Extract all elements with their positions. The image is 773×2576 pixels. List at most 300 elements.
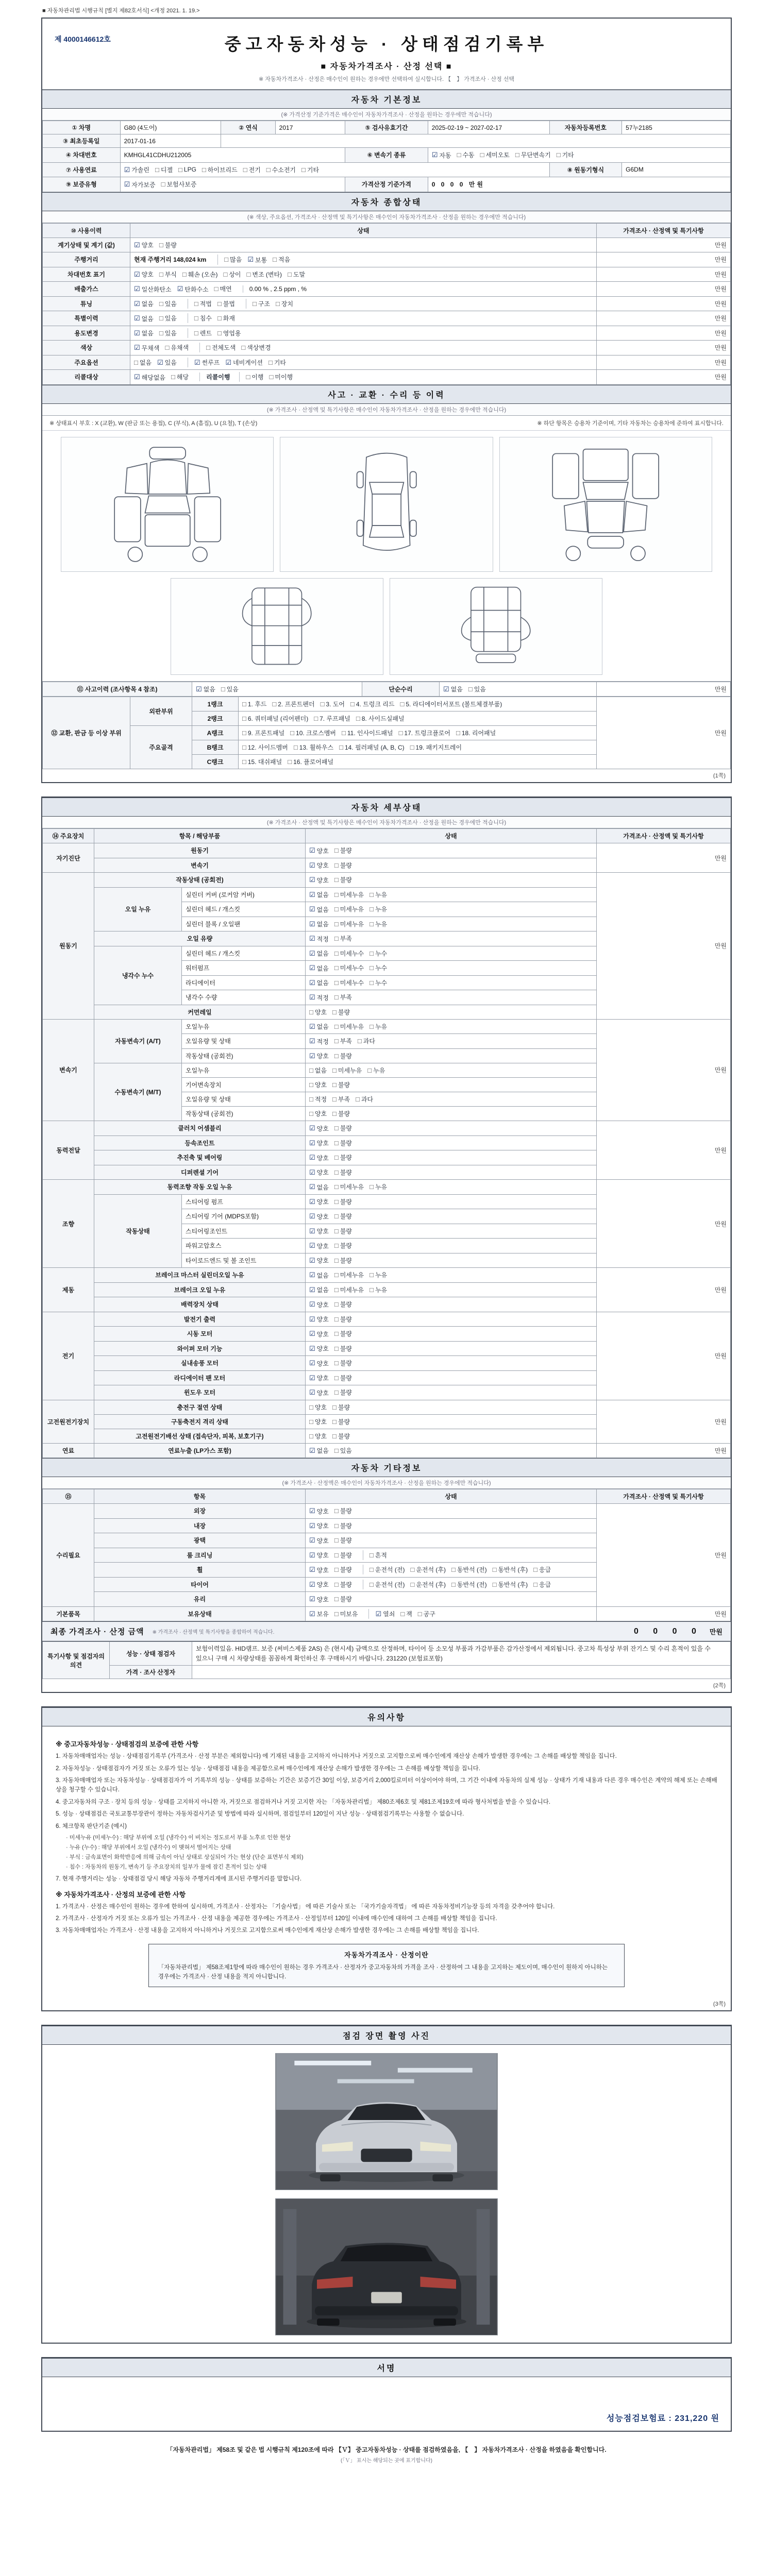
checkbox-unchecked[interactable]	[410, 743, 462, 752]
unchecked-checkbox-icon: □	[241, 344, 246, 352]
state-cell	[306, 1121, 597, 1136]
checkbox-checked[interactable]	[443, 685, 463, 693]
checkbox-unchecked[interactable]	[223, 270, 241, 279]
panel-rank-table	[42, 697, 731, 769]
checkbox-unchecked[interactable]	[533, 1580, 551, 1589]
checkbox-checked[interactable]	[309, 1521, 329, 1530]
checkbox-label: 누유	[375, 1272, 388, 1279]
checkbox-unchecked[interactable]	[457, 150, 475, 159]
checkbox-checked[interactable]	[309, 964, 329, 973]
state-part	[188, 299, 245, 309]
checkbox-checked[interactable]	[309, 1330, 329, 1338]
checkbox-checked[interactable]	[225, 358, 263, 367]
checkbox-unchecked[interactable]	[242, 757, 282, 766]
checkbox-checked[interactable]	[134, 329, 154, 337]
checkbox-label: 16. 플로어패널	[293, 758, 334, 766]
page-marker-3: (3쪽)	[713, 2001, 726, 2008]
checkbox-unchecked[interactable]	[334, 1300, 352, 1309]
checkbox-label: 누수	[375, 979, 388, 987]
checkbox-unchecked[interactable]	[194, 314, 212, 323]
checkbox-label: 도말	[293, 270, 306, 278]
checkbox-unchecked[interactable]	[334, 1388, 352, 1397]
checkbox-unchecked[interactable]	[451, 1580, 487, 1589]
checkbox-checked[interactable]	[309, 1242, 329, 1250]
checkbox-unchecked[interactable]	[309, 1080, 327, 1089]
checkbox-checked[interactable]	[309, 1052, 329, 1060]
unchecked-checkbox-icon: □	[309, 1008, 313, 1016]
checkbox-checked[interactable]	[309, 1285, 329, 1294]
unchecked-checkbox-icon: □	[334, 1344, 339, 1352]
inspection-valid-label: ⑤ 검사유효기간	[345, 121, 428, 134]
checkbox-unchecked[interactable]	[356, 1095, 373, 1104]
checkbox-checked[interactable]	[309, 876, 329, 885]
notice-subitem: · 침수 : 자동차의 원동기, 변속기 등 주요장치의 일부가 물에 잠긴 흔적이 있는 상태	[66, 1864, 267, 1871]
checkbox-unchecked[interactable]	[246, 372, 263, 381]
checkbox-unchecked[interactable]	[334, 920, 364, 928]
checkbox-checked[interactable]	[134, 285, 172, 294]
checkbox-unchecked[interactable]	[334, 1551, 352, 1560]
checkbox-unchecked[interactable]	[334, 1595, 352, 1603]
checkbox-unchecked[interactable]	[410, 1580, 446, 1589]
checkbox-unchecked[interactable]	[399, 728, 450, 737]
checkbox-label: 양호	[316, 1581, 329, 1588]
checkbox-label: 3. 도어	[326, 701, 345, 708]
overall-row	[43, 370, 731, 385]
notice-item: 3. 자동차매매업자 또는 자동차성능 · 상태점검자가 이 기록부의 성능 · 상태를 보증하는 기간은 보증기간 30일 이상, 보증거리 2,000킬로미터 이상이어야 하며, 그 기간 이내에 자동차의 실제 성능 · 상태가 기재 내용과 다른 경우 매수인은 계약의 해제 또는 손해배상을 청구할 수 있습니다.	[56, 1777, 717, 1793]
base-price-value: 0 0 0 0 만원	[428, 177, 730, 192]
checked-checkbox-icon: ☑	[177, 285, 183, 293]
checkbox-checked[interactable]	[309, 1344, 329, 1353]
vin-label: ④ 차대번호	[43, 148, 121, 163]
checkbox-unchecked[interactable]	[309, 1008, 327, 1016]
checkbox-unchecked[interactable]	[369, 949, 387, 958]
checkbox-unchecked[interactable]	[369, 1182, 387, 1191]
unchecked-checkbox-icon: □	[165, 344, 170, 351]
device-group-label: 고전원전기장치	[43, 1400, 94, 1443]
basic-row-4	[43, 162, 731, 177]
checkbox-unchecked[interactable]	[332, 1080, 350, 1089]
car-diagram-front-panels	[61, 437, 274, 572]
checkbox-unchecked[interactable]	[334, 890, 364, 899]
notice-body	[42, 1726, 731, 1997]
checkbox-unchecked[interactable]	[206, 343, 236, 352]
checkbox-unchecked[interactable]	[334, 861, 352, 870]
checked-checkbox-icon: ☑	[309, 876, 315, 884]
checkbox-unchecked[interactable]	[270, 372, 293, 381]
checkbox-label: 많음	[230, 256, 242, 263]
checkbox-checked[interactable]	[124, 165, 149, 174]
checkbox-unchecked[interactable]	[155, 165, 173, 174]
checkbox-unchecked[interactable]	[334, 1139, 352, 1147]
state-cell	[306, 1078, 597, 1092]
checkbox-unchecked[interactable]	[367, 1066, 385, 1075]
checkbox-checked[interactable]	[309, 1595, 329, 1604]
part-label: 오일유량 및 상태	[182, 1092, 306, 1107]
checkbox-unchecked[interactable]	[243, 165, 261, 174]
checkbox-unchecked[interactable]	[557, 150, 574, 159]
unchecked-checkbox-icon: □	[369, 1580, 374, 1588]
checkbox-unchecked[interactable]	[451, 1565, 487, 1574]
checkbox-checked[interactable]	[134, 241, 154, 249]
checkbox-unchecked[interactable]	[369, 1551, 387, 1560]
checkbox-checked[interactable]	[309, 846, 329, 855]
detail-state-table	[42, 828, 731, 1458]
checkbox-unchecked[interactable]	[171, 372, 189, 381]
checkbox-unchecked[interactable]	[334, 1580, 352, 1589]
checkbox-unchecked[interactable]	[288, 757, 333, 766]
checkbox-unchecked[interactable]	[242, 728, 284, 737]
checkbox-unchecked[interactable]	[268, 358, 286, 367]
checkbox-unchecked[interactable]	[334, 1052, 352, 1060]
checked-checkbox-icon: ☑	[309, 1536, 315, 1544]
state-part	[134, 343, 198, 353]
checkbox-unchecked[interactable]	[321, 700, 345, 708]
checkbox-checked[interactable]	[309, 1566, 329, 1574]
checkbox-unchecked[interactable]	[309, 1417, 327, 1426]
checkbox-unchecked[interactable]	[369, 1270, 387, 1279]
checkbox-unchecked[interactable]	[332, 1403, 350, 1412]
checkbox-checked[interactable]	[309, 920, 329, 928]
checkbox-unchecked[interactable]	[334, 1565, 352, 1574]
checkbox-checked[interactable]	[309, 935, 329, 943]
checkbox-checked[interactable]	[432, 151, 451, 160]
checkbox-unchecked[interactable]	[334, 1359, 352, 1367]
basic-row-1	[43, 121, 731, 134]
checkbox-unchecked[interactable]	[334, 1153, 352, 1162]
checkbox-unchecked[interactable]	[456, 728, 496, 737]
signature-body	[42, 2377, 731, 2431]
state-cell	[306, 1577, 597, 1592]
checkbox-checked[interactable]	[309, 1551, 329, 1560]
checkbox-checked[interactable]	[309, 1388, 329, 1397]
checkbox-unchecked[interactable]	[266, 165, 296, 174]
checkbox-unchecked[interactable]	[194, 299, 212, 308]
checkbox-checked[interactable]	[157, 358, 177, 367]
item-label: 작동상태 (공회전)	[94, 873, 306, 888]
checkbox-unchecked[interactable]	[217, 314, 235, 323]
checkbox-unchecked[interactable]	[369, 978, 387, 987]
checkbox-unchecked[interactable]	[334, 1521, 352, 1530]
checkbox-checked[interactable]	[309, 905, 329, 914]
part-label: 실린더 헤드 / 개스킷	[182, 902, 306, 917]
checkbox-unchecked[interactable]	[159, 241, 177, 249]
unchecked-checkbox-icon: □	[334, 1271, 339, 1279]
state-part	[134, 284, 242, 294]
checkbox-unchecked[interactable]	[242, 743, 288, 752]
detail-row	[43, 1268, 731, 1283]
opinion-row-performance	[43, 1642, 731, 1666]
checkbox-unchecked[interactable]	[242, 700, 266, 708]
checkbox-checked[interactable]	[134, 299, 154, 308]
checkbox-unchecked[interactable]	[350, 700, 395, 708]
checkbox-unchecked[interactable]	[309, 1403, 327, 1412]
checkbox-unchecked[interactable]	[334, 1022, 364, 1031]
checkbox-unchecked[interactable]	[334, 1506, 352, 1515]
checkbox-label: 구조	[258, 300, 271, 308]
checkbox-checked[interactable]	[134, 344, 159, 352]
checkbox-unchecked[interactable]	[224, 255, 242, 264]
checkbox-checked[interactable]	[309, 1256, 329, 1265]
checkbox-unchecked[interactable]	[334, 1241, 352, 1250]
use-history-label: 주요옵션	[43, 355, 130, 370]
checkbox-unchecked[interactable]	[159, 329, 177, 337]
checkbox-unchecked[interactable]	[202, 165, 238, 174]
checkbox-label: 불량	[340, 1242, 352, 1249]
state-cell	[306, 843, 597, 858]
checkbox-unchecked[interactable]	[339, 743, 405, 752]
section-title-overall-state: 자동차 종합상태	[42, 192, 731, 211]
checkbox-label: 양호	[316, 1242, 329, 1250]
checkbox-unchecked[interactable]	[369, 920, 387, 928]
checkbox-unchecked[interactable]	[334, 846, 352, 855]
checkbox-unchecked[interactable]	[314, 714, 350, 723]
checkbox-unchecked[interactable]	[309, 1432, 327, 1440]
checkbox-checked[interactable]	[375, 1609, 395, 1618]
checkbox-checked[interactable]	[134, 314, 154, 323]
checkbox-label: 없음	[141, 300, 154, 308]
part-label: 스티어링 펌프	[182, 1194, 306, 1209]
checkbox-unchecked[interactable]	[221, 685, 239, 693]
checkbox-unchecked[interactable]	[358, 1037, 375, 1045]
checkbox-unchecked[interactable]	[334, 1168, 352, 1177]
checked-checkbox-icon: ☑	[309, 1285, 315, 1294]
checkbox-unchecked[interactable]	[334, 1344, 352, 1353]
checkbox-unchecked[interactable]	[334, 905, 364, 913]
checkbox-checked[interactable]	[309, 1168, 329, 1177]
checkbox-unchecked[interactable]	[165, 343, 189, 352]
device-group-label: 연료	[43, 1443, 94, 1458]
checkbox-unchecked[interactable]	[332, 1432, 350, 1440]
unchecked-checkbox-icon: □	[334, 1446, 339, 1454]
checkbox-unchecked[interactable]	[334, 1315, 352, 1324]
checkbox-unchecked[interactable]	[369, 963, 387, 972]
checkbox-label: 동반석 (후)	[498, 1566, 528, 1574]
checkbox-checked[interactable]	[309, 1507, 329, 1516]
state-cell	[306, 1518, 597, 1533]
checkbox-checked[interactable]	[309, 1374, 329, 1382]
checkbox-unchecked[interactable]	[369, 890, 387, 899]
checkbox-unchecked[interactable]	[334, 1609, 358, 1618]
checkbox-checked[interactable]	[247, 256, 267, 264]
checkbox-checked[interactable]	[309, 1446, 329, 1455]
checkbox-unchecked[interactable]	[332, 1095, 350, 1104]
notice-subitem: · 미세누유 (미세누수) : 해당 부위에 오일 (냉각수) 이 비치는 정도로서 부품 노후로 인한 현상	[66, 1834, 291, 1841]
checkbox-checked[interactable]	[134, 270, 154, 279]
checkbox-unchecked[interactable]	[334, 1037, 352, 1045]
checkbox-unchecked[interactable]	[217, 299, 235, 308]
checkbox-unchecked[interactable]	[182, 270, 218, 279]
checkbox-checked[interactable]	[177, 285, 209, 294]
checkbox-label: 누유	[373, 1067, 385, 1074]
checkbox-unchecked[interactable]	[334, 1374, 352, 1382]
checkbox-unchecked[interactable]	[468, 685, 486, 693]
checkbox-unchecked[interactable]	[369, 1285, 387, 1294]
checkbox-unchecked[interactable]	[194, 329, 212, 337]
checkbox-unchecked[interactable]	[309, 1109, 327, 1118]
checkbox-label: 양호	[314, 1418, 327, 1426]
checkbox-checked[interactable]	[309, 1183, 329, 1192]
checkbox-checked[interactable]	[309, 1139, 329, 1147]
checkbox-unchecked[interactable]	[369, 1580, 405, 1589]
checkbox-unchecked[interactable]	[273, 255, 290, 264]
checkbox-label: 미세누유	[340, 1183, 364, 1191]
checkbox-checked[interactable]	[309, 1609, 329, 1618]
checkbox-unchecked[interactable]	[410, 1565, 446, 1574]
checkbox-unchecked[interactable]	[242, 714, 308, 723]
unchecked-checkbox-icon: □	[272, 700, 277, 708]
checkbox-unchecked[interactable]	[334, 1446, 352, 1455]
checkbox-label: 10. 크로스멤버	[296, 730, 337, 737]
checkbox-unchecked[interactable]	[369, 905, 387, 913]
part-label: 파워고압호스	[182, 1239, 306, 1253]
checkbox-checked[interactable]	[309, 949, 329, 958]
section-note-etc-info: (※ 가격조사 · 산정액은 매수인이 자동차가격조사 · 산정을 원하는 경우에만 적습니다)	[42, 1477, 731, 1489]
checkbox-unchecked[interactable]	[161, 180, 197, 189]
checkbox-checked[interactable]	[124, 180, 156, 189]
checkbox-checked[interactable]	[309, 993, 329, 1002]
checkbox-unchecked[interactable]	[334, 934, 352, 943]
part-label: 실린더 커버 (로커암 커버)	[182, 887, 306, 902]
unchecked-checkbox-icon: □	[242, 729, 246, 737]
checkbox-unchecked[interactable]	[159, 299, 177, 308]
checkbox-checked[interactable]	[309, 1580, 329, 1589]
checkbox-label: 불량	[340, 1213, 352, 1220]
checkbox-unchecked[interactable]	[515, 150, 551, 159]
checkbox-unchecked[interactable]	[334, 1536, 352, 1545]
checkbox-unchecked[interactable]	[334, 1182, 364, 1191]
checkbox-unchecked[interactable]	[493, 1580, 528, 1589]
checkbox-unchecked[interactable]	[272, 700, 314, 708]
checkbox-unchecked[interactable]	[334, 1270, 364, 1279]
checkbox-checked[interactable]	[309, 890, 329, 899]
checkbox-unchecked[interactable]	[276, 299, 293, 308]
checkbox-label: 양호	[316, 1053, 329, 1060]
checkbox-unchecked[interactable]	[288, 270, 305, 279]
checkbox-unchecked[interactable]	[334, 963, 364, 972]
checkbox-checked[interactable]	[309, 1037, 329, 1046]
first-reg-value: 2017-01-16	[120, 134, 221, 148]
rank-items	[239, 697, 597, 711]
checkbox-unchecked[interactable]	[334, 978, 364, 987]
section-notice	[41, 1706, 732, 2011]
checkbox-checked[interactable]	[309, 1124, 329, 1133]
checkbox-unchecked[interactable]	[332, 1008, 350, 1016]
checkbox-unchecked[interactable]	[334, 1285, 364, 1294]
checkbox-unchecked[interactable]	[217, 329, 241, 337]
etc-group-label: 수리필요	[43, 1504, 94, 1607]
checkbox-unchecked[interactable]	[356, 714, 405, 723]
unchecked-checkbox-icon: □	[301, 165, 306, 174]
checkbox-checked[interactable]	[309, 1315, 329, 1324]
checkbox-unchecked[interactable]	[134, 358, 152, 367]
unchecked-checkbox-icon: □	[334, 964, 339, 972]
checkbox-checked[interactable]	[309, 1227, 329, 1235]
state-cell	[130, 296, 597, 311]
checkbox-checked[interactable]	[196, 685, 215, 693]
checkbox-unchecked[interactable]	[342, 728, 393, 737]
checkbox-unchecked[interactable]	[247, 270, 282, 279]
checkbox-checked[interactable]	[309, 978, 329, 987]
checkbox-label: 유채색	[171, 344, 189, 351]
checked-checkbox-icon: ☑	[309, 1566, 315, 1573]
checkbox-unchecked[interactable]	[309, 1095, 327, 1104]
state-cell	[306, 1504, 597, 1519]
part-label: 기어변속장치	[182, 1078, 306, 1092]
checkbox-label: 부식	[164, 270, 177, 278]
checkbox-label: 양호	[316, 1566, 329, 1574]
checkbox-unchecked[interactable]	[253, 299, 270, 308]
checkbox-checked[interactable]	[309, 1197, 329, 1206]
unchecked-checkbox-icon: □	[356, 715, 360, 722]
checkbox-unchecked[interactable]	[294, 743, 333, 752]
checkbox-checked[interactable]	[309, 861, 329, 870]
checkbox-unchecked[interactable]	[400, 1609, 412, 1618]
checkbox-unchecked[interactable]	[309, 1066, 327, 1075]
checkbox-unchecked[interactable]	[334, 1256, 352, 1265]
checkbox-unchecked[interactable]	[334, 1227, 352, 1235]
notice-item: 1. 가격조사 · 산정은 매수인이 원하는 경우에 한하여 실시하며, 가격조사 · 산정자는 「기술사법」 에 따른 기술사 또는 「국가기술자격법」 에 따른 자동차정비기능장 등의 자격을 갖추어야 합니다.	[56, 1903, 555, 1910]
checkbox-unchecked[interactable]	[334, 1197, 352, 1206]
checkbox-checked[interactable]	[309, 1154, 329, 1162]
checkbox-checked[interactable]	[309, 1212, 329, 1221]
checkbox-unchecked[interactable]	[241, 343, 271, 352]
checkbox-checked[interactable]	[309, 1300, 329, 1309]
checkbox-unchecked[interactable]	[332, 1066, 362, 1075]
checkbox-unchecked[interactable]	[178, 166, 196, 174]
checkbox-unchecked[interactable]	[301, 165, 319, 174]
unchecked-checkbox-icon: □	[492, 1566, 497, 1574]
checkbox-unchecked[interactable]	[334, 875, 352, 884]
checkbox-unchecked[interactable]	[290, 728, 336, 737]
inspection-photo-rear	[275, 2198, 498, 2335]
checkbox-checked[interactable]	[309, 1536, 329, 1545]
checkbox-unchecked[interactable]	[493, 1565, 528, 1574]
checkbox-checked[interactable]	[309, 1359, 329, 1368]
part-label: 작동상태 (공회전)	[182, 1048, 306, 1063]
unchecked-checkbox-icon: □	[451, 1566, 456, 1574]
etc-group-label: 기본품목	[43, 1606, 94, 1621]
checkbox-unchecked[interactable]	[334, 993, 352, 1002]
checkbox-unchecked[interactable]	[332, 1417, 350, 1426]
state-part	[134, 240, 187, 250]
checkbox-unchecked[interactable]	[369, 1022, 387, 1031]
checkbox-checked[interactable]	[194, 358, 220, 367]
inspection-insurance-fee	[607, 2412, 719, 2424]
checkbox-checked[interactable]	[309, 1022, 329, 1031]
checkbox-unchecked[interactable]	[334, 1329, 352, 1338]
checked-checkbox-icon: ☑	[309, 964, 315, 972]
checkbox-unchecked[interactable]	[159, 270, 177, 279]
checkbox-checked[interactable]	[309, 1271, 329, 1280]
checkbox-checked[interactable]	[134, 373, 165, 382]
checkbox-unchecked[interactable]	[418, 1609, 435, 1618]
checkbox-label: 있음	[474, 685, 486, 693]
checkbox-unchecked[interactable]	[369, 1565, 405, 1574]
checked-checkbox-icon: ☑	[309, 1271, 315, 1279]
checkbox-unchecked[interactable]	[214, 284, 232, 293]
checkbox-unchecked[interactable]	[533, 1565, 551, 1574]
checkbox-unchecked[interactable]	[480, 150, 510, 159]
checkbox-unchecked[interactable]	[334, 1212, 352, 1221]
checkbox-label: 불량	[340, 1374, 352, 1382]
checkbox-label: 동반석 (후)	[498, 1581, 528, 1588]
checkbox-unchecked[interactable]	[334, 1124, 352, 1132]
checkbox-unchecked[interactable]	[334, 949, 364, 958]
part-label: 오일누유	[182, 1063, 306, 1078]
checkbox-unchecked[interactable]	[400, 700, 502, 708]
checkbox-unchecked[interactable]	[159, 314, 177, 323]
checkbox-unchecked[interactable]	[332, 1109, 350, 1118]
